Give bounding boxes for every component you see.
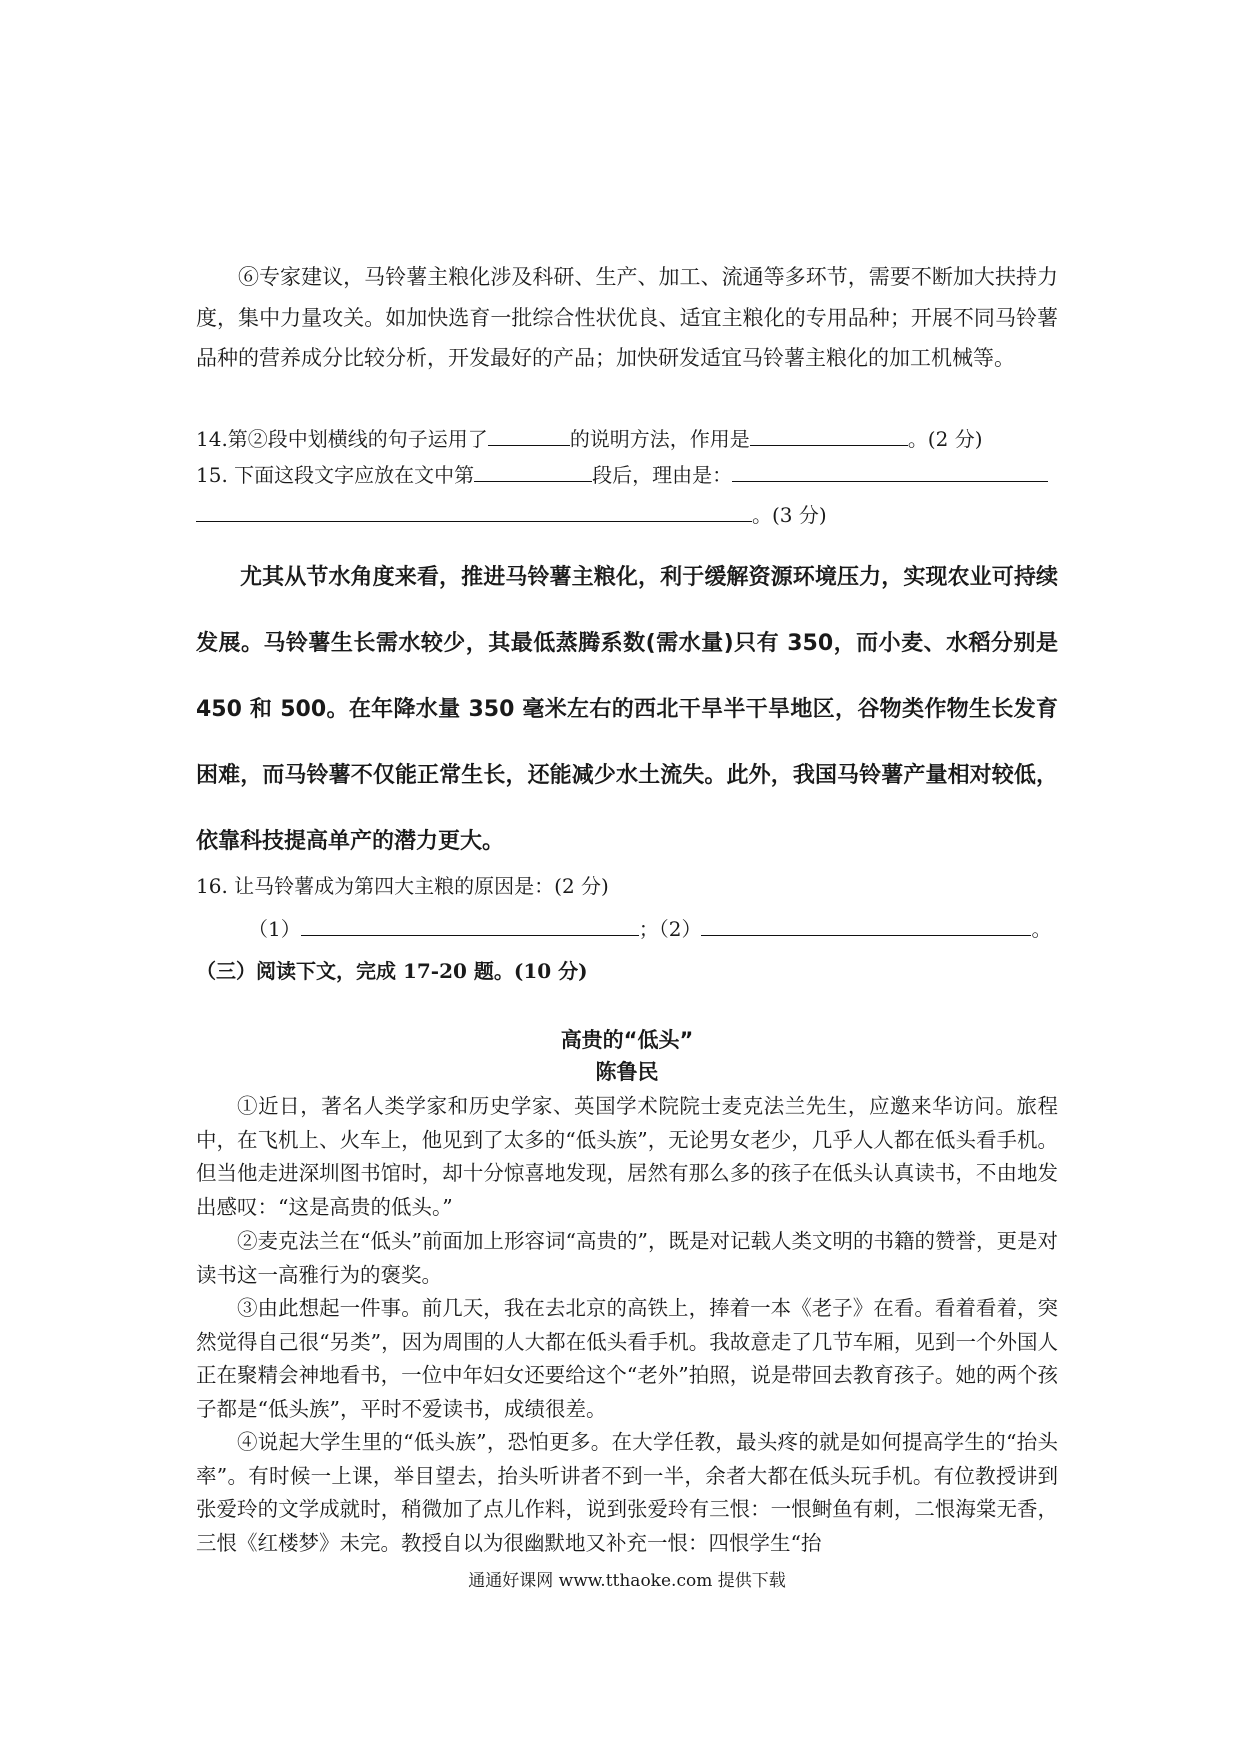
paragraph-6: ⑥专家建议，马铃薯主粮化涉及科研、生产、加工、流通等多环节，需要不断加大扶持力度，集中力量攻关。如加快选育一批综合性状优良、适宜主粮化的专用品种；开展不同马铃薯品种的营养成分比较分析，开发最好的产品；加快研发适宜马铃薯主粮化的加工机械等。: [196, 265, 1058, 370]
question-16-answers: [248, 914, 1128, 944]
q15-part1: 15. 下面这段文字应放在文中第: [196, 463, 475, 487]
q16-sep: ；: [638, 917, 659, 941]
page-footer: 通通好课网 www.tthaoke.com 提供下载: [468, 1571, 786, 1591]
q14-blank-effect[interactable]: [750, 427, 908, 446]
section-3-heading: （三）阅读下文，完成 17-20 题。(10 分): [196, 959, 588, 983]
q14-part1: 14.第②段中划横线的句子运用了: [196, 427, 488, 451]
q16-blank-2[interactable]: [701, 917, 1031, 936]
inserted-excerpt: 尤其从节水角度来看，推进马铃薯主粮化，利于缓解资源环境压力，实现农业可持续发展。马铃薯生长需水较少，其最低蒸腾系数(需水量)只有 350，而小麦、水稻分别是 450 和 500。在年降水量 350 毫米左右的西北干旱半干旱地区，谷物类作物生长发育困难，而马铃薯不仅能正常生长，还能减少水土流失。此外，我国马铃薯产量相对较低，依靠科技提高单产的潜力更大。: [196, 565, 1058, 854]
q16-label-1: （1）: [248, 917, 301, 941]
q14-part2: 的说明方法，作用是: [569, 427, 750, 451]
q16-blank-1[interactable]: [301, 917, 639, 936]
q16-label-2: （2）: [658, 917, 702, 941]
q14-part3: 。(2 分): [907, 427, 983, 451]
article-paragraph-3: ③由此想起一件事。前几天，我在去北京的高铁上，捧着一本《老子》在看。看着看着，突然觉得自己很“另类”，因为周围的人大都在低头看手机。我故意走了几节车厢，见到一个外国人正在聚精会神地看书，一位中年妇女还要给这个“老外”拍照，说是带回去教育孩子。她的两个孩子都是“低头族”，平时不爱读书，成绩很差。: [196, 1296, 1058, 1421]
q15-part2: 段后，理由是：: [592, 463, 733, 487]
q16-end: 。: [1031, 917, 1052, 941]
article-paragraph-2: ②麦克法兰在“低头”前面加上形容词“高贵的”，既是对记载人类文明的书籍的赞誉，更是对读书这一高雅行为的褒奖。: [196, 1229, 1058, 1287]
q15-blank-reason-cont[interactable]: [196, 503, 752, 522]
article-paragraph-4: ④说起大学生里的“低头族”，恐怕更多。在大学任教，最头疼的就是如何提高学生的“抬头率”。有时候一上课，举目望去，抬头听讲者不到一半，余者大都在低头玩手机。有位教授讲到张爱玲的文学成就时，稍微加了点儿作料，说到张爱玲有三恨：一恨鲥鱼有刺，二恨海棠无香，三恨《红楼梦》未完。教授自以为很幽默地又补充一恨：四恨学生“抬: [196, 1430, 1058, 1555]
question-14: [196, 424, 1076, 454]
question-15: [196, 460, 1076, 490]
question-16: 16. 让马铃薯成为第四大主粮的原因是：(2 分): [196, 874, 609, 898]
q15-part3: 。(3 分): [752, 503, 827, 527]
article-title: 高贵的“低头”: [560, 1028, 694, 1052]
q14-blank-method[interactable]: [488, 427, 570, 446]
q15-blank-reason[interactable]: [732, 463, 1048, 482]
question-15-line2: [196, 500, 1076, 530]
article-paragraph-1: ①近日，著名人类学家和历史学家、英国学术院院士麦克法兰先生，应邀来华访问。旅程中，在飞机上、火车上，他见到了太多的“低头族”，无论男女老少，几乎人人都在低头看手机。但当他走进深圳图书馆时，却十分惊喜地发现，居然有那么多的孩子在低头认真读书，不由地发出感叹：“这是高贵的低头。”: [196, 1094, 1058, 1219]
q15-blank-paragraph[interactable]: [474, 463, 592, 482]
article-author: 陈鲁民: [595, 1060, 659, 1084]
